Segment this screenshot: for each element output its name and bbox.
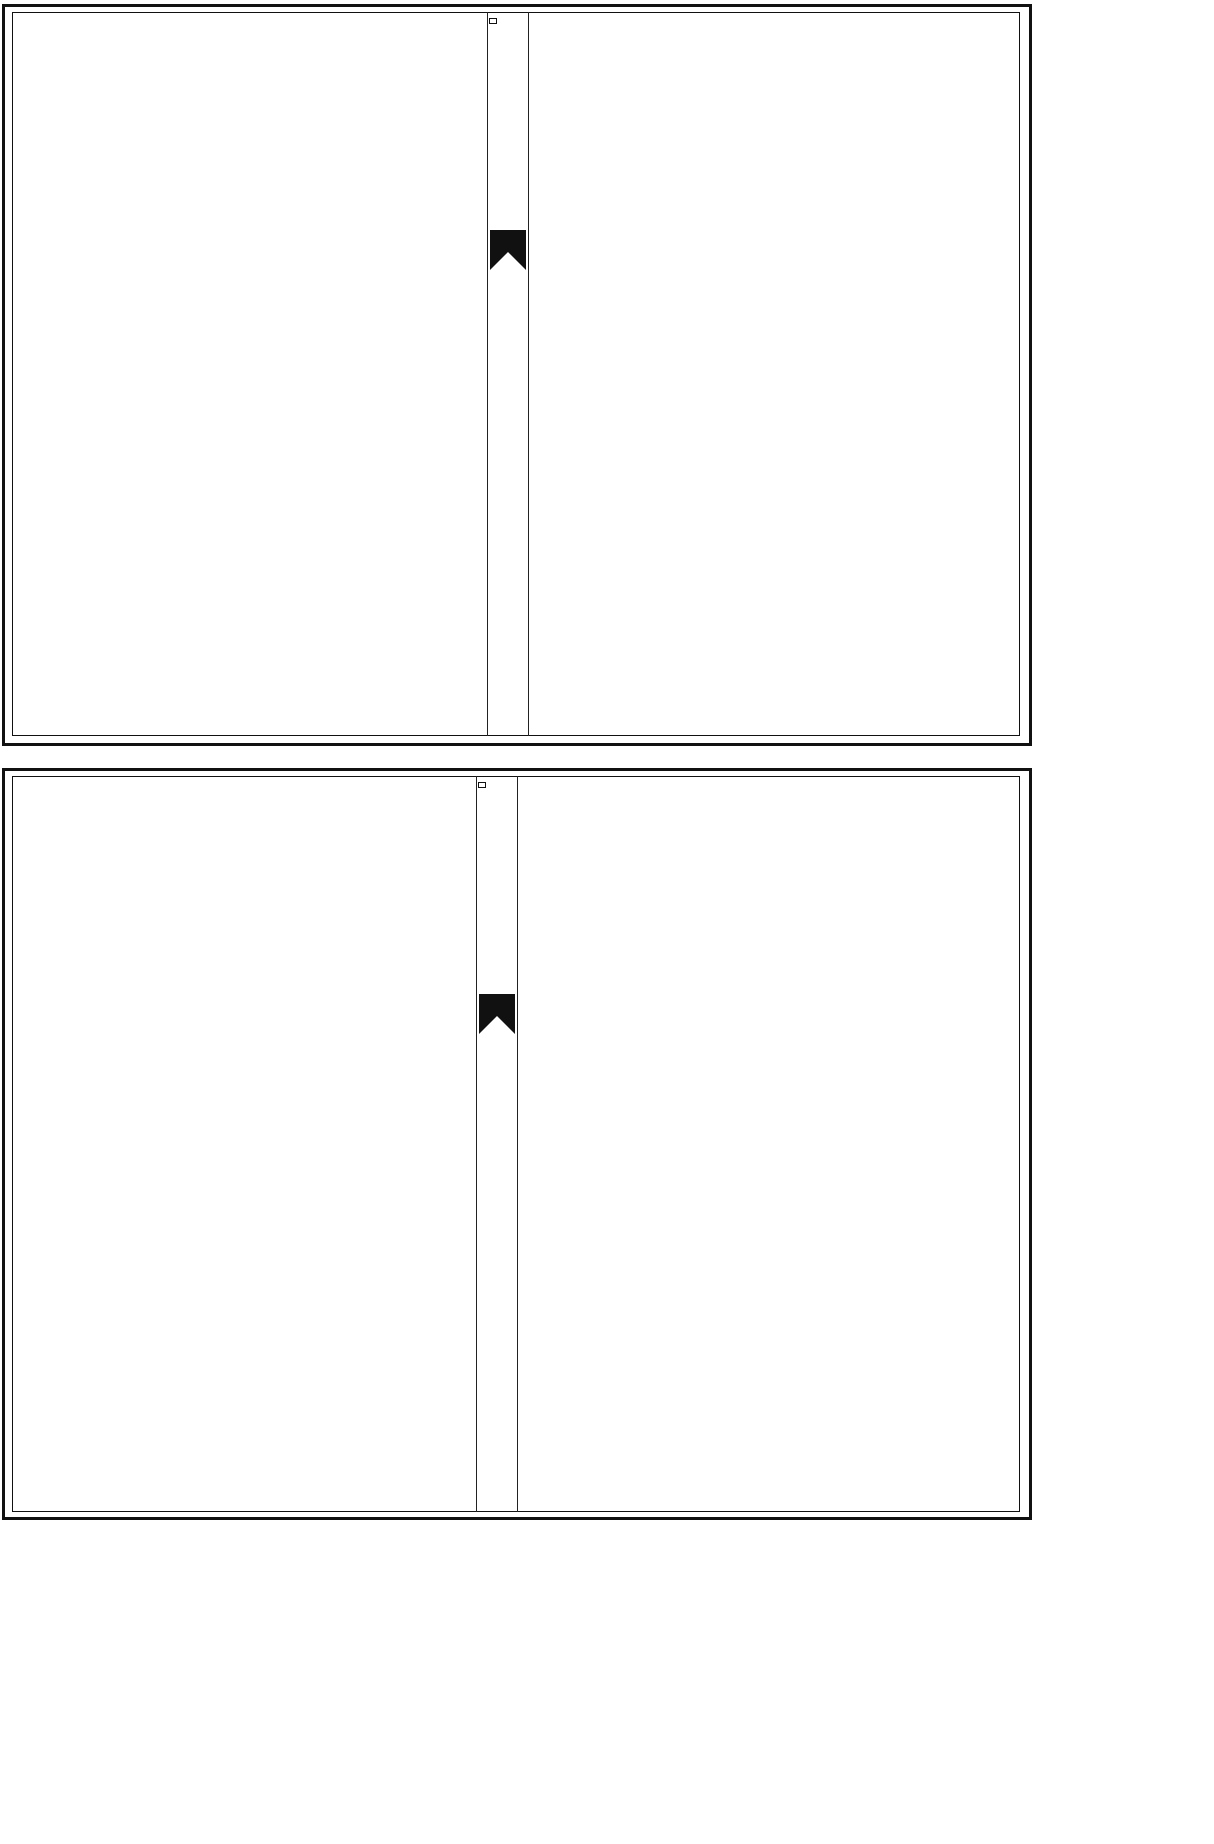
bottom-gutter <box>476 776 518 1512</box>
bottom-page <box>0 760 1214 1800</box>
top-page <box>0 0 1214 760</box>
fish-tail-ornament <box>490 230 526 270</box>
top-gutter-title <box>489 18 497 24</box>
fish-tail-ornament <box>479 994 515 1034</box>
bottom-gutter-title <box>478 782 486 788</box>
top-gutter <box>487 12 529 736</box>
five-tones-diagram <box>100 1095 388 1383</box>
